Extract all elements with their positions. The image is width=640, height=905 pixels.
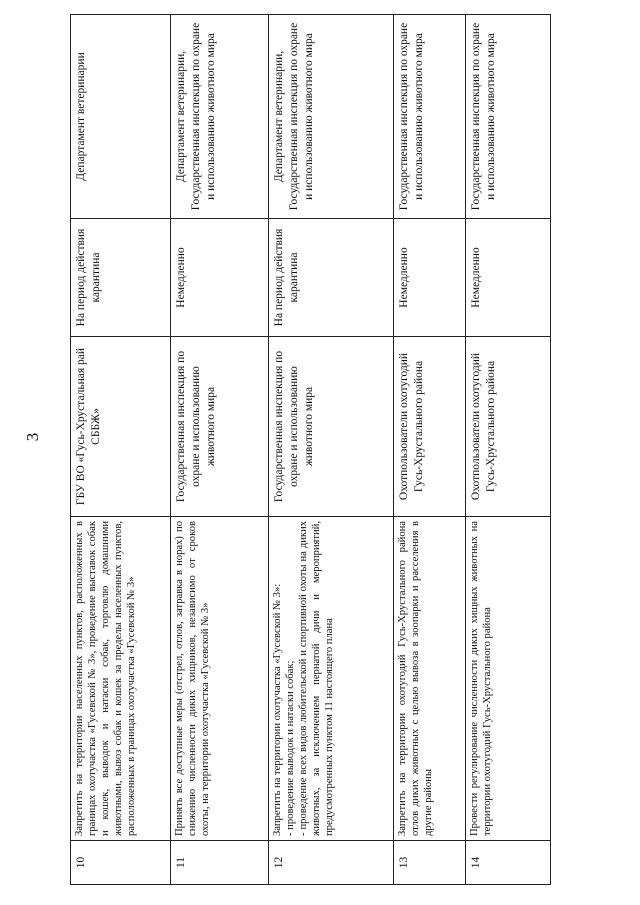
control-text: Государственная инспекция по охране и использованию животного мира xyxy=(394,15,466,219)
responsible-text: Охотпользователи охотугодий Гусь-Хрустального района xyxy=(466,337,551,517)
table-row xyxy=(466,15,551,885)
term-text: Немедленно xyxy=(171,219,269,337)
control-text: Департамент ветеринарии xyxy=(71,15,171,219)
measure-text: Принять все доступные меры (отстрел, отлов, затравка в норах) по снижению численности диких хищников, независимо от сроков охоты, на территории охотучастка «Гусевской № 3» xyxy=(171,517,269,841)
measure-text: Запретить на территории охотугодий Гусь-Хрустального района отлов диких животных с целью вывоза в зоопарки и расселения в другие районы xyxy=(394,517,466,841)
control-text: Государственная инспекция по охране и использованию животного мира xyxy=(466,15,551,219)
row-number: 10 xyxy=(71,841,171,885)
table-row xyxy=(394,15,466,885)
measure-line: Запретить на территории охотучастка «Гусевской № 3»: xyxy=(272,583,283,836)
term-text: На период действия карантина xyxy=(269,219,394,337)
measure-text xyxy=(269,517,394,841)
measure-text: Провести регулирование численности диких хищных животных на территории охотугодий Гусь-Хрустального района xyxy=(466,517,551,841)
responsible-text: Государственная инспекция по охране и использованию животного мира xyxy=(269,337,394,517)
row-number: 12 xyxy=(269,841,394,885)
control-text: Департамент ветеринарии, Государственная инспекция по охране и использованию животного мира xyxy=(269,15,394,219)
term-text: На период действия карантина xyxy=(71,219,171,337)
responsible-text: Охотпользователи охотугодий Гусь-Хрустального района xyxy=(394,337,466,517)
responsible-text: Государственная инспекция по охране и использованию животного мира xyxy=(171,337,269,517)
page-number: 3 xyxy=(23,432,42,442)
measures-table xyxy=(70,14,551,885)
table-row xyxy=(269,15,394,885)
row-number: 13 xyxy=(394,841,466,885)
control-text: Департамент ветеринарии, Государственная инспекция по охране и использованию животного мира xyxy=(171,15,269,219)
row-number: 11 xyxy=(171,841,269,885)
table-row xyxy=(71,15,171,885)
responsible-text: ГБУ ВО «Гусь-Хрустальная рай СББЖ» xyxy=(71,337,171,517)
term-text: Немедленно xyxy=(466,219,551,337)
measure-text: Запретить на территории населенных пунктов, расположенных в границах охотучастка «Гусевской № 3», проведение выставок собак и кошек, выводок и натаски собак, торговлю домашними животными, вывоз собак и кошек за пределы населенных пунктов, расположенных в границах охотучастка «Гусевской № 3» xyxy=(71,517,171,841)
term-text: Немедленно xyxy=(394,219,466,337)
table-row xyxy=(171,15,269,885)
row-number: 14 xyxy=(466,841,551,885)
rotated-table-container xyxy=(70,15,550,885)
measure-line: - проведение всех видов любительской и спортивной охоты на диких животных, за исключением пернатой дичи и мероприятий, предусмотренных пунктом 11 настоящего плана xyxy=(297,521,335,836)
measure-line: - проведение выводок и натаски собак; xyxy=(284,660,296,836)
